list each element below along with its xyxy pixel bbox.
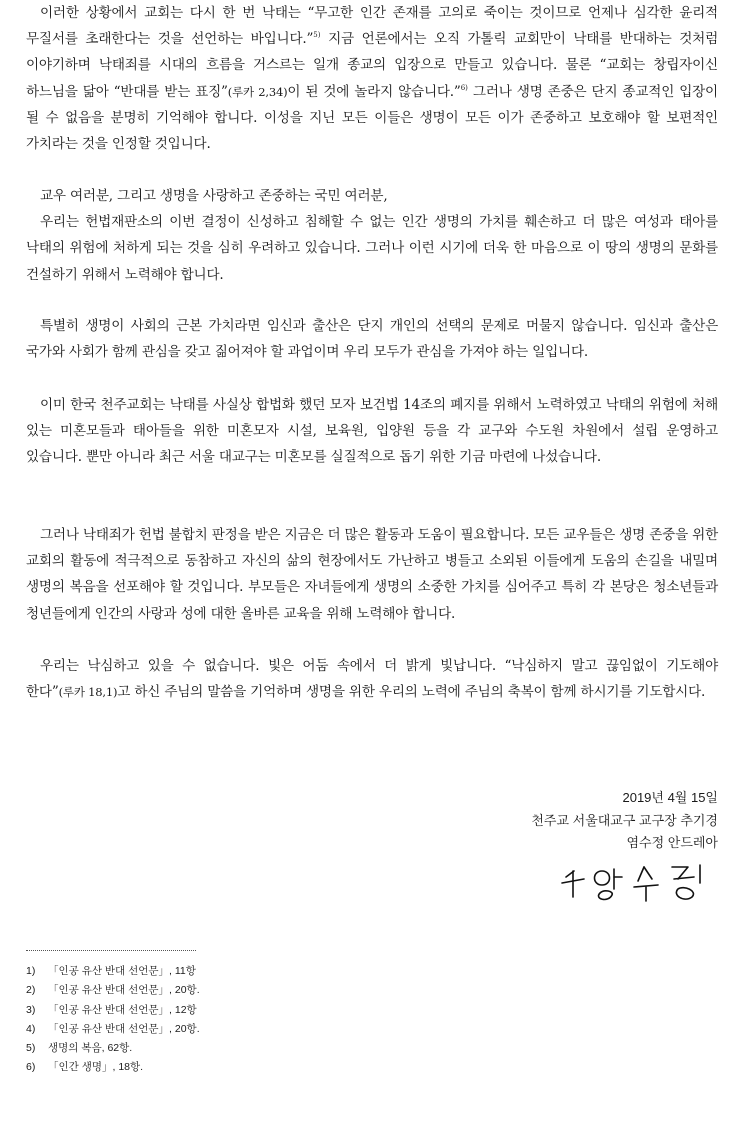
footnote-text: 「인공 유산 반대 선언문」, 11항 [48, 965, 196, 977]
paragraph-social-responsibility: 특별히 생명이 사회의 근본 가치라면 임신과 출산은 단지 개인의 선택의 문제로 머물지 않습니다. 임신과 출산은 국가와 사회가 함께 관심을 갖고 짊어져야 할 과업이며 우리 모두가 관심을 가져야 하는 일입니다. [26, 318, 718, 361]
paragraph-text: 지금 언론에서는 오직 가톨릭 교회만이 낙태를 반대하는 것처럼 이야기하며 낙태죄를 시대의 흐름을 거스르는 일개 종교의 입장으로 만들고 있습니다. 물론 “교회는 창립자이신 하느님을 닮아 “반대를 받는 표징” [26, 31, 718, 100]
scripture-ref: (루카 18,1) [58, 685, 118, 700]
paragraph-text: 우리는 낙심하고 있을 수 없습니다. 빛은 어둠 속에서 더 밝게 빛납니다. “낙심하지 말고 끊임없이 기도해야 한다” [26, 658, 718, 701]
footnote-item [26, 962, 200, 981]
paragraph-text: 고 하신 주님의 말씀을 기억하며 생명을 위한 우리의 노력에 주님의 축복이 함께 하시기를 기도합시다. [117, 684, 706, 701]
footnote-number: 3) [26, 1003, 36, 1016]
footnote-text: 생명의 복음, 62항. [48, 1042, 133, 1055]
signoff-name: 염수정 안드레아 [626, 835, 718, 850]
signoff-title: 천주교 서울대교구 교구장 추기경 [531, 812, 718, 828]
footnote-item [26, 1058, 200, 1077]
paragraph-address [26, 183, 718, 288]
paragraph-church-position [26, 0, 718, 157]
handwritten-signature [560, 857, 720, 907]
scripture-ref: (루카 2,34) [227, 84, 288, 99]
footnote-text: 「인공 유산 반대 선언문」, 12항 [48, 1003, 197, 1016]
footnote-ref-5[interactable]: 5) [313, 31, 321, 40]
footnote-text: 「인공 유산 반대 선언문」, 20항. [48, 1022, 200, 1035]
footnote-divider [26, 950, 196, 951]
paragraph-closing-prayer [26, 653, 718, 705]
signoff-date: 2019년 4월 15일 [622, 790, 718, 805]
footnote-text: 「인공 유산 반대 선언문」, 20항. [48, 984, 200, 997]
footnote-number: 1) [26, 965, 36, 977]
paragraph-church-efforts: 이미 한국 천주교회는 낙태를 사실상 합법화 했던 모자 보건법 14조의 폐지를 위해서 노력하였고 낙태의 위험에 처해 있는 미혼모들과 태아들을 위한 미혼모자 시설, 보육원, 입양원 등을 각 교구와 수도원 차원에서 설립 운영하고 있습니다. 뿐만 아니라 최근 서울 대교구는 미혼모를 실질적으로 돕기 위한 기금 마련에 나섰습니다. [26, 397, 718, 466]
footnote-number: 2) [26, 984, 36, 997]
paragraph-text: 그러나 생명 존중은 단지 종교적인 입장이 될 수 없음을 분명히 기억해야 합니다. 이성을 지닌 모든 이들은 생명이 모든 이가 존중하고 보호해야 할 보편적인 가치라는 것을 인정할 것입니다. [26, 83, 718, 153]
paragraph-text: 이 된 것에 놀라지 않습니다.” [287, 83, 461, 100]
footnote-number: 4) [26, 1022, 36, 1035]
footnote-list [26, 962, 200, 1078]
footnote-number: 5) [26, 1042, 36, 1055]
footnote-item [26, 1020, 200, 1039]
footnote-item [26, 1001, 200, 1020]
paragraph-concern: 우리는 헌법재판소의 이번 결정이 신성하고 침해할 수 없는 인간 생명의 가치를 훼손하고 더 많은 여성과 태아를 낙태의 위험에 처하게 되는 것을 심히 우려하고 있습니다. 그러나 이런 시기에 더욱 한 마음으로 이 땅의 생명의 문화를 건설하기 위해서 노력해야 합니다. [26, 214, 718, 283]
footnote-item [26, 1039, 200, 1058]
signoff-block [531, 787, 718, 855]
paragraph-call-to-action: 그러나 낙태죄가 헌법 불합치 판정을 받은 지금은 더 많은 활동과 도움이 필요합니다. 모든 교우들은 생명 존중을 위한 교회의 활동에 적극적으로 동참하고 자신의 삶의 현장에서도 가난하고 병들고 소외된 이들에게 도움의 손길을 내밀며 생명의 복음을 선포해야 할 것입니다. 부모들은 자녀들에게 생명의 소중한 가치를 심어주고 특히 각 본당은 청소년들과 청년들에게 인간의 사랑과 성에 대한 올바른 교육을 위해 노력해야 합니다. [26, 527, 718, 622]
footnote-number: 6) [26, 1061, 36, 1074]
address-greeting: 교우 여러분, 그리고 생명을 사랑하고 존중하는 국민 여러분, [40, 188, 388, 204]
footnote-ref-6[interactable]: 6) [460, 83, 468, 92]
footnote-text: 「인간 생명」, 18항. [48, 1061, 144, 1074]
footnote-item [26, 981, 200, 1000]
paragraph-text: 이러한 상황에서 교회는 다시 한 번 낙태는 “무고한 인간 존재를 고의로 죽이는 것이므로 언제나 심각한 윤리적 무질서를 초래한다는 것을 선언하는 바입니다.” [26, 5, 718, 48]
